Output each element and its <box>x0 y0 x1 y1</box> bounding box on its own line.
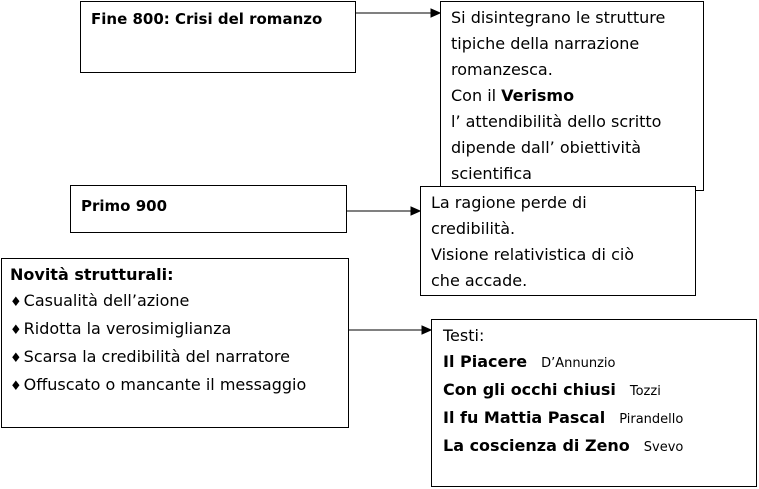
work-4 <box>443 433 683 461</box>
work-3-author: Pirandello <box>619 412 684 427</box>
arrowhead-row3 <box>422 326 431 334</box>
crisi-line-5: l’ attendibilità dello scritto <box>451 112 662 131</box>
work-1 <box>443 349 683 377</box>
novita-item-4 <box>10 372 306 400</box>
work-4-title: La coscienza di Zeno <box>443 436 630 455</box>
arrowhead-row1 <box>431 9 440 17</box>
novita-item-3-text: Scarsa la credibilità del narratore <box>23 347 290 366</box>
testi-title: Testi: <box>443 326 485 345</box>
arrowhead-row2 <box>411 207 420 215</box>
novita-item-2 <box>10 316 306 344</box>
label-primo-900: Primo 900 <box>81 197 168 215</box>
novita-item-1-text: Casualità dell’azione <box>23 291 190 310</box>
ragione-line-3: Visione relativistica di ciò <box>431 245 635 264</box>
ragione-line-2: credibilità. <box>431 219 516 238</box>
work-2-title: Con gli occhi chiusi <box>443 380 616 399</box>
work-3-title: Il fu Mattia Pascal <box>443 408 606 427</box>
novita-item-3 <box>10 344 306 372</box>
ragione-line-4: che accade. <box>431 271 528 290</box>
work-2 <box>443 377 683 405</box>
novita-title: Novità strutturali: <box>10 265 174 284</box>
work-1-author: D’Annunzio <box>541 356 616 371</box>
crisi-line-7: scientifica <box>451 164 532 183</box>
label-fine-800: Fine 800: Crisi del romanzo <box>91 10 323 28</box>
bullet-diamond-icon: ♦ <box>10 295 22 310</box>
crisi-description-text <box>451 5 665 187</box>
novita-list <box>10 262 306 400</box>
ragione-description-text <box>431 190 634 294</box>
testi-list <box>443 323 683 461</box>
novita-item-2-text: Ridotta la verosimiglianza <box>23 319 232 338</box>
bullet-diamond-icon: ♦ <box>10 351 22 366</box>
bullet-diamond-icon: ♦ <box>10 379 22 394</box>
bullet-diamond-icon: ♦ <box>10 323 22 338</box>
crisi-line-1: Si disintegrano le strutture <box>451 8 666 27</box>
ragione-line-1: La ragione perde di <box>431 193 587 212</box>
novita-item-4-text: Offuscato o mancante il messaggio <box>23 375 307 394</box>
crisi-line-4-prefix: Con il <box>451 86 502 105</box>
crisi-line-2: tipiche della narrazione <box>451 34 640 53</box>
crisi-line-4 <box>451 83 665 109</box>
work-3 <box>443 405 683 433</box>
work-4-author: Svevo <box>643 440 684 455</box>
work-1-title: Il Piacere <box>443 352 528 371</box>
crisi-line-3: romanzesca. <box>451 60 553 79</box>
novita-item-1 <box>10 288 306 316</box>
work-2-author: Tozzi <box>629 384 661 399</box>
crisi-line-6: dipende dall’ obiettività <box>451 138 642 157</box>
verismo-label: Verismo <box>501 86 575 105</box>
